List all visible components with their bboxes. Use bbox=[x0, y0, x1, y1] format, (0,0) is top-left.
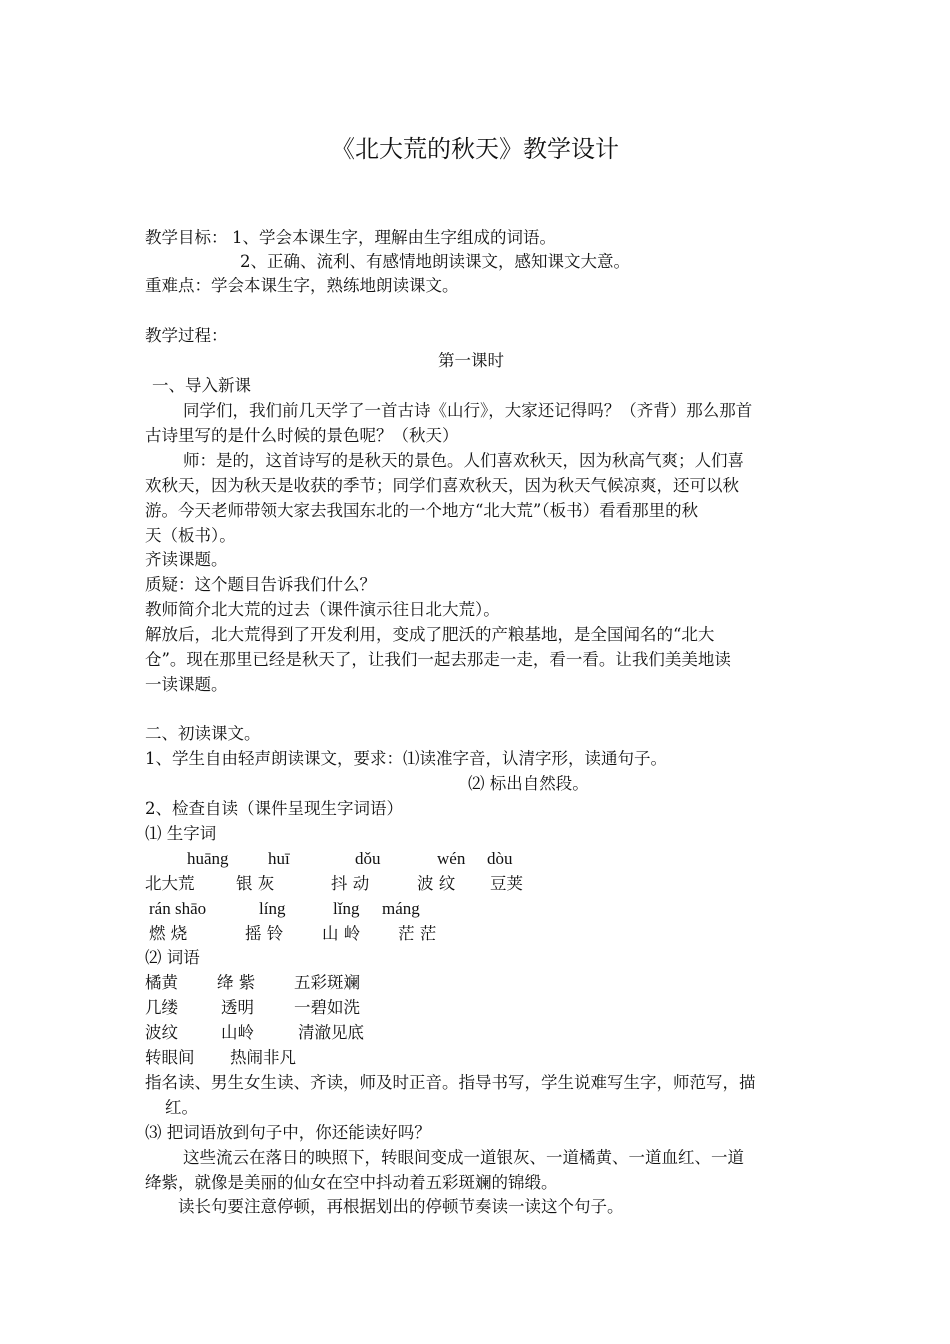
section-2-item-3: ⑶ 把词语放到句子中，你还能读好吗？ bbox=[145, 1123, 431, 1142]
process-label: 教学过程： bbox=[145, 326, 228, 345]
new-chars-label: ⑴ 生字词 bbox=[145, 824, 217, 843]
paragraph-line: 古诗里写的是什么时候的景色呢？（秋天） bbox=[145, 426, 459, 445]
paragraph-line: 欢秋天，因为秋天是收获的季节；同学们喜欢秋天，因为秋天气候凉爽，还可以秋 bbox=[145, 476, 739, 495]
pinyin: dǒu bbox=[355, 849, 381, 868]
word: 几缕 bbox=[145, 998, 178, 1017]
word: 波纹 bbox=[145, 1023, 178, 1042]
paragraph-line: 读长句要注意停顿，再根据划出的停顿节奏读一读这个句子。 bbox=[178, 1197, 624, 1216]
paragraph-line: 仓”。现在那里已经是秋天了，让我们一起去那走一走，看一看。让我们美美地读 bbox=[145, 650, 731, 669]
vocab-chars: 北大荒 bbox=[145, 874, 195, 893]
document-title: 《北大荒的秋天》教学设计 bbox=[331, 135, 619, 163]
paragraph-line: 这些流云在落日的映照下，转眼间变成一道银灰、一道橘黄、一道血红、一道 bbox=[183, 1148, 744, 1167]
paragraph-line: 指名读、男生女生读、齐读，师及时正音。指导书写，学生说难写生字，师范写，描 bbox=[145, 1073, 756, 1092]
paragraph-line: 天（板书）。 bbox=[145, 526, 236, 545]
pinyin: huī bbox=[268, 849, 290, 868]
paragraph-line: 一读课题。 bbox=[145, 675, 228, 694]
lesson-title: 第一课时 bbox=[438, 351, 504, 370]
word: 绛 紫 bbox=[217, 973, 256, 992]
vocab-chars: 燃 烧 bbox=[149, 924, 188, 943]
vocab-chars: 银 灰 bbox=[236, 874, 275, 893]
teaching-goal-2: 2、正确、流利、有感情地朗读课文，感知课文大意。 bbox=[240, 252, 630, 271]
pinyin: huāng bbox=[187, 849, 229, 868]
paragraph-line: 解放后，北大荒得到了开发利用，变成了肥沃的产粮基地，是全国闻名的“北大 bbox=[145, 625, 715, 644]
section-1-heading: 一、导入新课 bbox=[152, 376, 251, 395]
intro-line: 教师简介北大荒的过去（课件演示往日北大荒）。 bbox=[145, 600, 500, 619]
pinyin: lǐng bbox=[333, 899, 360, 918]
pinyin: dòu bbox=[487, 849, 513, 868]
word: 清澈见底 bbox=[298, 1023, 364, 1042]
words-label: ⑵ 词语 bbox=[145, 948, 200, 967]
section-2-item-2: 2、检查自读（课件呈现生字词语） bbox=[145, 799, 403, 818]
vocab-chars: 波 纹 bbox=[417, 874, 456, 893]
pinyin: líng bbox=[259, 899, 286, 918]
section-2-item-1: 1、学生自由轻声朗读课文，要求：⑴读准字音，认清字形，读通句子。 bbox=[145, 749, 667, 768]
teaching-goal-1: 1、学会本课生字，理解由生字组成的词语。 bbox=[232, 228, 556, 247]
word: 五彩斑斓 bbox=[294, 973, 360, 992]
vocab-chars: 山 岭 bbox=[322, 924, 361, 943]
pinyin: máng bbox=[382, 899, 420, 918]
paragraph-line: 绛紫，就像是美丽的仙女在空中抖动着五彩斑斓的锦缎。 bbox=[145, 1173, 558, 1192]
pinyin: rán shāo bbox=[149, 899, 207, 918]
paragraph-line: 红。 bbox=[165, 1098, 198, 1117]
read-title-line: 齐读课题。 bbox=[145, 550, 228, 569]
word: 一碧如洗 bbox=[294, 998, 360, 1017]
word: 山岭 bbox=[221, 1023, 254, 1042]
word: 转眼间 bbox=[145, 1048, 195, 1067]
vocab-chars: 抖 动 bbox=[331, 874, 370, 893]
word: 热闹非凡 bbox=[230, 1048, 296, 1067]
paragraph-line: 游。今天老师带领大家去我国东北的一个地方“北大荒”（板书）看看那里的秋 bbox=[145, 501, 699, 520]
word: 透明 bbox=[221, 998, 254, 1017]
key-points: 重难点：学会本课生字，熟练地朗读课文。 bbox=[145, 276, 459, 295]
paragraph-line: 师：是的，这首诗写的是秋天的景色。人们喜欢秋天，因为秋高气爽；人们喜 bbox=[183, 451, 744, 470]
vocab-chars: 豆荚 bbox=[490, 874, 523, 893]
section-2-item-1b: ⑵ 标出自然段。 bbox=[468, 774, 589, 793]
pinyin: wén bbox=[437, 849, 466, 868]
vocab-chars: 摇 铃 bbox=[245, 924, 284, 943]
paragraph-line: 同学们，我们前几天学了一首古诗《山行》，大家还记得吗？（齐背）那么那首 bbox=[183, 401, 753, 420]
question-line: 质疑：这个题目告诉我们什么？ bbox=[145, 575, 376, 594]
section-2-heading: 二、初读课文。 bbox=[145, 724, 261, 743]
teaching-goals-label: 教学目标： bbox=[145, 228, 228, 247]
vocab-chars: 茫 茫 bbox=[398, 924, 437, 943]
word: 橘黄 bbox=[145, 973, 178, 992]
